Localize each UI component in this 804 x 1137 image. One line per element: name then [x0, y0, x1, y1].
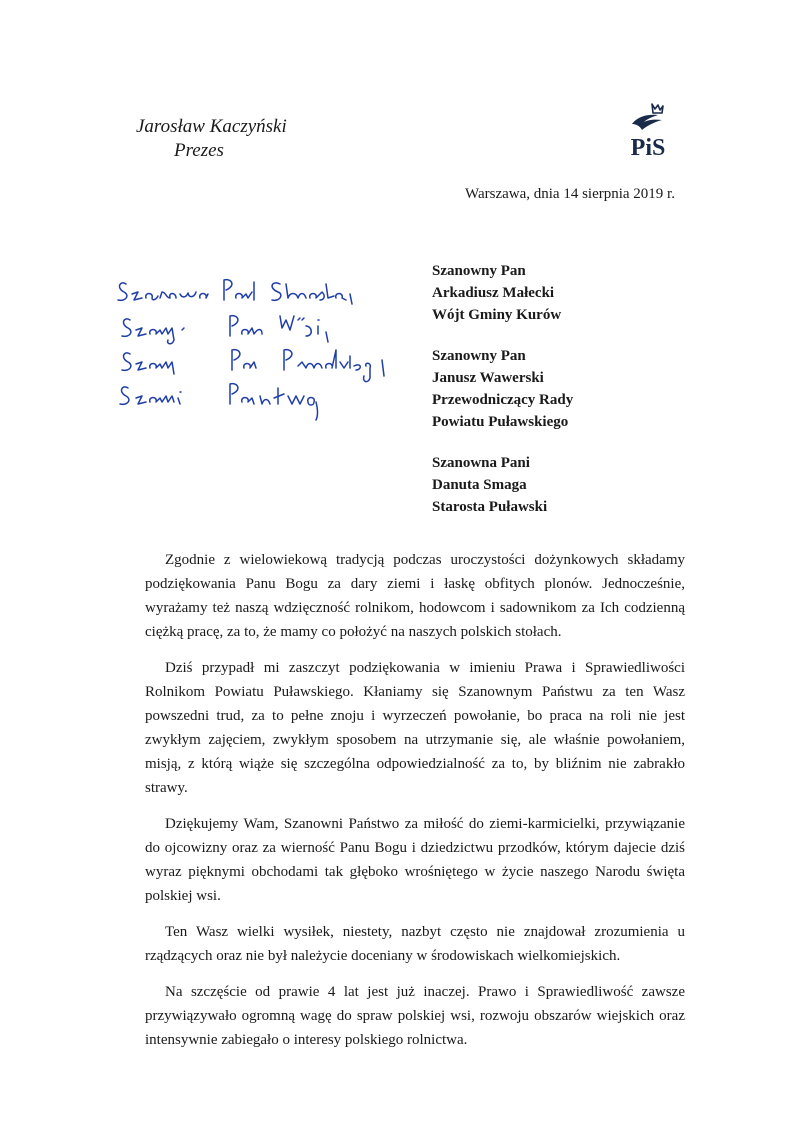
- recipient-2: [432, 452, 732, 518]
- logo-text: PiS: [630, 135, 666, 161]
- body-paragraph: [145, 812, 685, 908]
- sender-title: Prezes: [174, 140, 224, 161]
- recipient-line: Szanowna Pani: [432, 455, 530, 471]
- sender-name: Jarosław Kaczyński: [136, 116, 287, 137]
- letter-body: [145, 548, 685, 1064]
- paragraph-text: Ten Wasz wielki wysiłek, niestety, nazbyt często nie znajdował zrozumienia u rządzących oraz nie był należycie doceniany w środowiskach wielkomiejskich.: [145, 924, 685, 964]
- recipient-line: Wójt Gminy Kurów: [432, 307, 562, 323]
- paragraph-text: Na szczęście od prawie 4 lat jest już inaczej. Prawo i Sprawiedliwość zawsze przywiązywało ogromną wagę do spraw polskiej wsi, rozwoju obszarów wiejskich oraz intensywnie zabiegało o interesy polskiego rolnictwa.: [145, 984, 685, 1048]
- recipient-line: Przewodniczący Rady: [432, 392, 574, 408]
- recipient-line: Szanowny Pan: [432, 348, 526, 364]
- paragraph-text: Dziś przypadł mi zaszczyt podziękowania w imieniu Prawa i Sprawiedliwości Rolnikom Powiatu Puławskiego. Kłaniamy się Szanownym Państwu za ten Wasz powszedni trud, za to pełne znoju i wyrzeczeń powołanie, bo praca na roli nie jest zwykłym zajęciem, zwykłym sposobem na utrzymanie się, ale właśnie powołaniem, misją, z którą wiąże się szczególna odpowiedzialność za to, by bliźnim nie zabrakło strawy.: [145, 660, 685, 796]
- body-paragraph: [145, 980, 685, 1052]
- recipient-1: [432, 345, 732, 433]
- recipient-line: Janusz Wawerski: [432, 370, 544, 386]
- body-paragraph: [145, 920, 685, 968]
- body-paragraph: [145, 548, 685, 644]
- paragraph-text: Zgodnie z wielowiekową tradycją podczas uroczystości dożynkowych składamy podziękowania Panu Bogu za dary ziemi i łaskę obfitych plonów. Jednocześnie, wyrażamy też naszą wdzięczność rolnikom, hodowcom i sadownikom za Ich codzienną ciężką pracę, za to, że mamy co położyć na naszych polskich stołach.: [145, 552, 685, 640]
- letter-date: Warszawa, dnia 14 sierpnia 2019 r.: [465, 186, 675, 202]
- recipient-line: Szanowny Pan: [432, 263, 526, 279]
- recipient-0: [432, 260, 732, 326]
- recipient-line: Arkadiusz Małecki: [432, 285, 555, 301]
- recipient-line: Powiatu Puławskiego: [432, 414, 569, 430]
- party-logo: [618, 102, 678, 162]
- handwritten-greeting: [112, 270, 402, 430]
- recipient-line: Starosta Puławski: [432, 499, 548, 515]
- body-paragraph: [145, 656, 685, 800]
- sender-block: [136, 115, 336, 163]
- paragraph-text: Dziękujemy Wam, Szanowni Państwo za miłość do ziemi-karmicielki, przywiązanie do ojcowizny oraz za wierność Panu Bogu i dziedzictwu przodków, którym dajecie dziś wyraz pięknymi obchodami tak głęboko wrośniętego w życie naszego Narodu święta polskiej wsi.: [145, 816, 685, 904]
- eagle-crown-icon: [628, 102, 670, 136]
- recipients-block: [432, 260, 732, 537]
- recipient-line: Danuta Smaga: [432, 477, 527, 493]
